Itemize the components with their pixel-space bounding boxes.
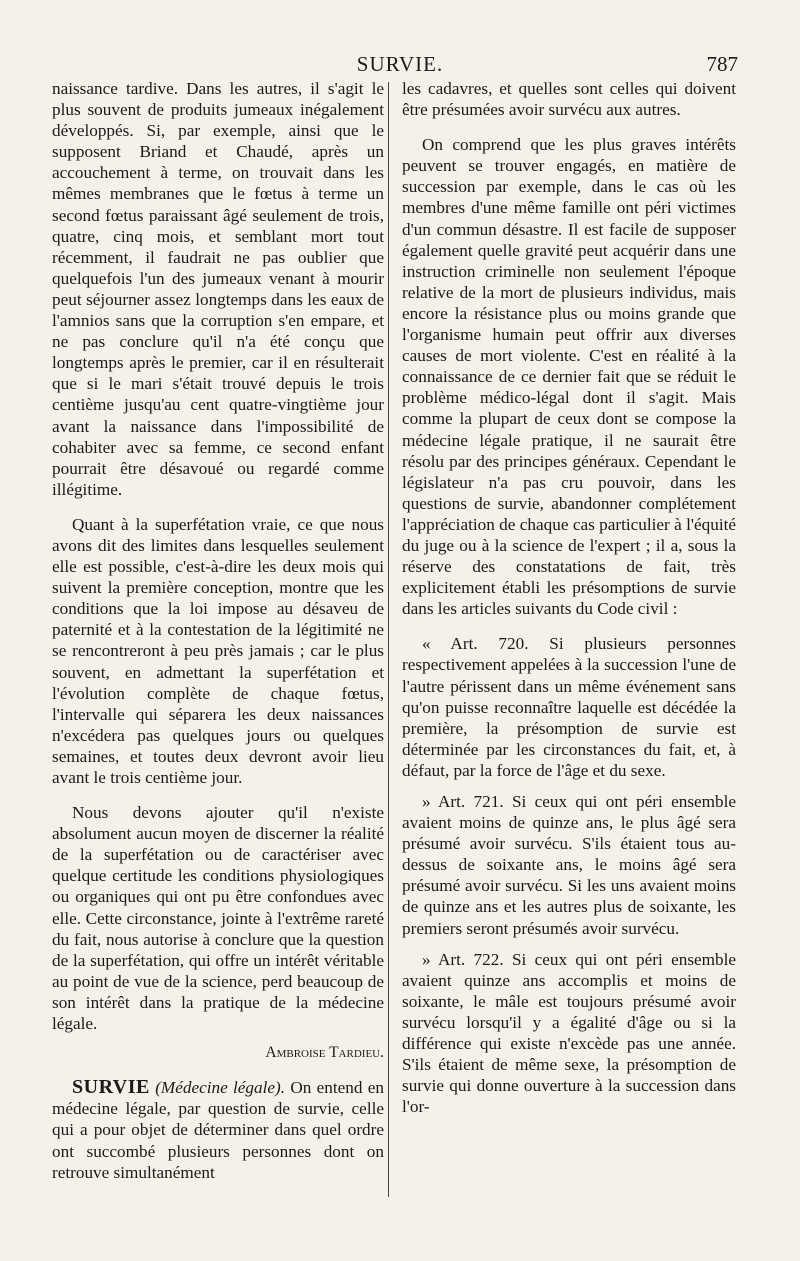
right-column — [402, 78, 736, 1127]
article-721: » Art. 721. Si ceux qui ont péri ensemble avaient moins de quinze ans, le plus âgé sera présumé avoir survécu. S'ils étaient tous au-dessus de soixante ans, le moins âgé sera présumé avoir survécu. Si les uns avaient moins de quinze ans et les autres plus de soixante, les premiers seront présumés avoir survécu. — [402, 792, 736, 938]
paragraph: Quant à la superfétation vraie, ce que nous avons dit des limites dans lesquelles seulement elle est possible, c'est-à-dire les deux mois qui suivent la première conception, montre que les conditions que la loi impose au désaveu de paternité et à la contestation de la légitimité ne se rencontreront à peu près jamais ; car le plus souvent, en admettant la superfétation et l'évolution complète de chaque fœtus, l'intervalle qui séparera les deux naissances n'excédera pas quelques jours ou quelques semaines, et toutes deux devront avoir lieu avant le trois centième jour. — [52, 514, 384, 787]
article-722: » Art. 722. Si ceux qui ont péri ensemble avaient quinze ans accomplis et moins de soixante, le mâle est toujours présumé avoir survécu lorsqu'il y a égalité d'âge ou si la différence qui existe n'excède pas une année. S'ils étaient de même sexe, la présomption de survie qui donne ouverture à la succession dans l'or- — [402, 949, 736, 1117]
running-title: SURVIE. — [356, 52, 444, 76]
author-signature: Ambroise Tardieu. — [265, 1044, 384, 1062]
entry-headword: SURVIE — [72, 1076, 150, 1099]
entry-subject: (Médecine légale). — [155, 1078, 286, 1098]
page-number: 787 — [706, 52, 738, 76]
entry-text: On entend en médecine légale, par question de survie, celle qui a pour objet de déterminer dans quel ordre ont succombé plusieurs personnes dont on retrouve simultanément — [52, 1078, 384, 1182]
paragraph: On comprend que les plus graves intérêts peuvent se trouver engagés, en matière de succession par exemple, dans le cas où les membres d'une même famille ont péri victimes d'un commun désastre. Il est facile de supposer également quelle gravité peut acquérir dans une instruction criminelle non seulement l'époque relative de la mort de plusieurs individus, mais encore la résistance plus ou moins grande que l'organisme humain peut offrir aux diverses causes de mort violente. C'est en réalité à la connaissance de ce dernier fait que se réduit le problème médico-légal dont il s'agit. Mais comme la plupart de ceux dont se compose la médecine légale pratique, il ne saurait être résolu par des principes généraux. Cependant le législateur n'a pas cru pouvoir, dans les questions de survie, abandonner complétement l'appréciation de chaque cas particulier à l'équité du juge ou à la science de l'expert ; il a, sous la réserve des constatations de fait, très explicitement établi les présomptions de survie dans les articles suivants du Code civil : — [402, 135, 736, 619]
article-720: « Art. 720. Si plusieurs personnes respectivement appelées à la succession l'une de l'autre périssent dans un même événement sans qu'on puisse reconnaître laquelle est décédée la première, la présomption de survie est déterminée par les circonstances du fait, et, à défaut, par la force de l'âge et du sexe. — [402, 634, 736, 780]
left-column — [52, 78, 384, 1197]
paragraph: Nous devons ajouter qu'il n'existe absolument aucun moyen de discerner la réalité de la superfétation ou de caractériser avec quelque certitude les conditions physiologiques ou organiques qui ont pu être confondues avec elle. Cette circonstance, jointe à l'extrême rareté du fait, nous autorise à conclure que la question de la superfétation, qui offre un intérêt véritable au point de vue de la science, perd beaucoup de son intérêt dans la pratique de la médecine légale. — [52, 803, 384, 1034]
entry-paragraph — [52, 1077, 384, 1182]
paragraph: naissance tardive. Dans les autres, il s'agit le plus souvent de produits jumeaux inégalement développés. Si, par exemple, ainsi que le supposent Briand et Chaudé, après un accouchement à terme, on trouvait dans les mêmes membranes que le fœtus à terme un second fœtus paraissant âgé seulement de trois, quatre, cinq mois, et semblant mort tout récemment, il faudrait ne pas oublier que quelquefois l'un des jumeaux venant à mourir peut séjourner assez longtemps dans les eaux de l'amnios sans que la corruption s'en empare, et ne pas conclure qu'il n'a été conçu que longtemps après le premier, car il en résulterait que si le mari s'était trouvé depuis le trois centième jusqu'au cent quatre-vingtième jour avant la naissance dans l'impossibilité de cohabiter avec sa femme, ce second enfant pourrait être désavoué ou regardé comme illégitime. — [52, 79, 384, 499]
paragraph: les cadavres, et quelles sont celles qui doivent être présumées avoir survécu aux autres. — [402, 79, 736, 120]
column-divider — [388, 82, 389, 1197]
code-civil-quote — [402, 633, 736, 1117]
running-head — [0, 52, 800, 80]
